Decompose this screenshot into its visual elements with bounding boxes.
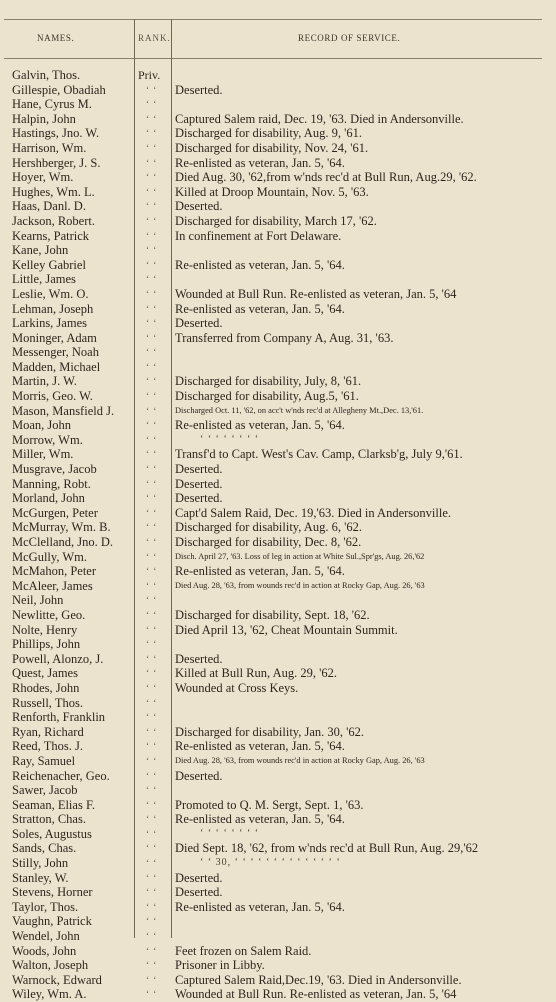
table-row (0, 666, 556, 681)
soldier-name: Wiley, Wm. A. (12, 987, 87, 1002)
soldier-name: Galvin, Thos. (12, 68, 81, 82)
soldier-name: Hoyer, Wm. (12, 170, 74, 185)
soldier-name: Nolte, Henry (12, 622, 78, 637)
service-record: Re-enlisted as veteran, Jan. 5, '64. (175, 418, 345, 433)
table-row (0, 199, 556, 214)
service-record: Died Sept. 18, '62, from w'nds rec'd at Bull Run, Aug. 29,'62 (175, 841, 479, 856)
soldier-rank: ‘ ‘ (146, 974, 158, 985)
soldier-name: Warnock, Edward (12, 972, 102, 987)
table-row (0, 258, 556, 273)
service-record: Discharged for disability, Dec. 8, '62. (175, 535, 362, 549)
soldier-name: McGully, Wm. (12, 549, 87, 564)
table-row (0, 535, 556, 550)
table-row (0, 112, 556, 127)
soldier-name: Sands, Chas. (12, 841, 77, 856)
service-record: ‘ ‘ ‘ ‘ ‘ ‘ ‘ ‘ (200, 433, 260, 445)
soldier-rank: ‘ ‘ (146, 215, 158, 226)
header-bottom-rule (4, 58, 542, 59)
table-row (0, 68, 556, 83)
soldier-rank: ‘ ‘ (146, 843, 158, 854)
service-record: Re-enlisted as veteran, Jan. 5, '64. (175, 812, 345, 827)
soldier-rank: ‘ ‘ (146, 142, 158, 153)
soldier-rank: ‘ ‘ (146, 814, 158, 825)
soldier-name: Woods, John (12, 943, 77, 958)
service-record: Prisoner in Libby. (175, 958, 265, 973)
soldier-rank: ‘ ‘ (146, 595, 158, 606)
service-record: Transferred from Company A, Aug. 31, '63. (175, 330, 394, 345)
soldier-rank: ‘ ‘ (146, 405, 158, 416)
soldier-rank: ‘ ‘ (146, 858, 158, 869)
soldier-rank: ‘ ‘ (146, 741, 158, 752)
table-row (0, 783, 556, 798)
soldier-rank: ‘ ‘ (146, 318, 158, 329)
soldier-name: Renforth, Franklin (12, 710, 106, 725)
soldier-name: Hughes, Wm. L. (12, 184, 95, 199)
service-record: Died Aug. 30, '62,from w'nds rec'd at Bull Run, Aug.29, '62. (175, 170, 477, 185)
table-row (0, 302, 556, 317)
table-row (0, 404, 556, 419)
soldier-rank: ‘ ‘ (146, 376, 158, 387)
soldier-name: Moan, John (12, 418, 72, 433)
soldier-name: Ray, Samuel (12, 753, 76, 768)
soldier-rank: ‘ ‘ (146, 493, 158, 504)
table-row (0, 156, 556, 171)
service-record: Feet frozen on Salem Raid. (175, 943, 312, 958)
soldier-rank: ‘ ‘ (146, 960, 158, 971)
soldier-rank: ‘ ‘ (146, 99, 158, 110)
table-row (0, 739, 556, 754)
table-row (0, 929, 556, 944)
soldier-rank: ‘ ‘ (146, 464, 158, 475)
soldier-name: Hane, Cyrus M. (12, 97, 92, 112)
table-row (0, 725, 556, 740)
soldier-name: Kearns, Patrick (12, 228, 90, 243)
soldier-name: Leslie, Wm. O. (12, 286, 89, 301)
soldier-name: Sawer, Jacob (12, 783, 78, 798)
soldier-name: Madden, Michael (12, 359, 101, 374)
table-row (0, 885, 556, 900)
soldier-rank: ‘ ‘ (146, 478, 158, 489)
service-record: Died April 13, '62, Cheat Mountain Summit. (175, 622, 398, 637)
table-row (0, 462, 556, 477)
soldier-name: Stevens, Horner (12, 885, 93, 900)
table-row (0, 987, 556, 1002)
table-row (0, 229, 556, 244)
table-row (0, 564, 556, 579)
soldier-rank: ‘ ‘ (146, 288, 158, 299)
soldier-name: Morrow, Wm. (12, 432, 83, 447)
soldier-name: Wendel, John (12, 929, 80, 944)
soldier-rank: Priv. (138, 68, 161, 82)
soldier-name: Newlitte, Geo. (12, 607, 86, 622)
service-record: Discharged for disability, Aug. 6, '62. (175, 520, 362, 535)
table-row (0, 374, 556, 389)
service-record: Disch. April 27, '63. Loss of leg in action at White Sul.,Spr'gs, Aug. 26,'62 (175, 551, 425, 561)
table-row (0, 447, 556, 462)
table-row (0, 550, 556, 565)
soldier-rank: ‘ ‘ (146, 624, 158, 635)
service-record: Capt'd Salem Raid, Dec. 19,'63. Died in Andersonville. (175, 505, 451, 520)
table-row (0, 856, 556, 871)
soldier-rank: ‘ ‘ (146, 945, 158, 956)
service-record: Discharged for disability, Nov. 24, '61. (175, 140, 369, 155)
soldier-name: Martin, J. W. (12, 374, 77, 389)
soldier-rank: ‘ ‘ (146, 347, 158, 358)
table-row (0, 769, 556, 784)
soldier-rank: ‘ ‘ (146, 639, 158, 650)
soldier-rank: ‘ ‘ (146, 172, 158, 183)
service-record: Wounded at Bull Run. Re-enlisted as veteran, Jan. 5, '64 (175, 987, 457, 1002)
table-row (0, 141, 556, 156)
soldier-rank: ‘ ‘ (146, 726, 158, 737)
service-record: Died Aug. 28, '63, from wounds rec'd in action at Rocky Gap, Aug. 26, '63 (175, 580, 425, 590)
table-row (0, 185, 556, 200)
service-record: Captured Salem raid, Dec. 19, '63. Died in Andersonville. (175, 111, 464, 126)
soldier-rank: ‘ ‘ (146, 566, 158, 577)
soldier-name: Stratton, Chas. (12, 812, 86, 827)
soldier-rank: ‘ ‘ (146, 799, 158, 810)
service-record: Killed at Bull Run, Aug. 29, '62. (175, 666, 337, 681)
table-row (0, 754, 556, 769)
soldier-rank: ‘ ‘ (146, 580, 158, 591)
soldier-name: Ryan, Richard (12, 724, 84, 739)
service-record: Deserted. (175, 768, 223, 783)
table-row (0, 97, 556, 112)
table-row (0, 243, 556, 258)
soldier-name: Little, James (12, 272, 76, 287)
soldier-name: Vaughn, Patrick (12, 914, 92, 929)
table-row (0, 520, 556, 535)
table-row (0, 389, 556, 404)
table-row (0, 331, 556, 346)
soldier-name: McMahon, Peter (12, 564, 97, 579)
table-row (0, 287, 556, 302)
service-record: Deserted. (175, 491, 223, 506)
soldier-name: McMurray, Wm. B. (12, 520, 111, 535)
soldier-rank: ‘ ‘ (146, 274, 158, 285)
soldier-name: Phillips, John (12, 637, 81, 652)
table-row (0, 477, 556, 492)
table-row (0, 696, 556, 711)
table-row (0, 900, 556, 915)
soldier-rank: ‘ ‘ (146, 259, 158, 270)
table-row (0, 841, 556, 856)
soldier-name: Jackson, Robert. (12, 213, 95, 228)
soldier-rank: ‘ ‘ (146, 230, 158, 241)
soldier-rank: ‘ ‘ (146, 84, 158, 95)
service-record: Discharged for disability, Sept. 18, '62. (175, 607, 370, 622)
soldier-name: Messenger, Noah (12, 345, 99, 360)
soldier-rank: ‘ ‘ (146, 113, 158, 124)
header-top-rule (4, 19, 542, 20)
soldier-rank: ‘ ‘ (146, 420, 158, 431)
service-record: In confinement at Fort Delaware. (175, 228, 342, 243)
service-record: ‘ ‘ ‘ ‘ ‘ ‘ ‘ ‘ (200, 827, 260, 839)
soldier-name: Manning, Robt. (12, 476, 91, 491)
soldier-name: Miller, Wm. (12, 447, 74, 462)
service-record: Re-enlisted as veteran, Jan. 5, '64. (175, 899, 345, 914)
soldier-rank: ‘ ‘ (146, 668, 158, 679)
soldier-name: Reed, Thos. J. (12, 739, 83, 754)
service-record: Deserted. (175, 476, 223, 491)
soldier-rank: ‘ ‘ (146, 872, 158, 883)
soldier-rank: ‘ ‘ (146, 712, 158, 723)
table-row (0, 433, 556, 448)
rank-column-header: RANK. (138, 33, 171, 43)
soldier-name: Lehman, Joseph (12, 301, 94, 316)
service-record: Deserted. (175, 82, 223, 97)
soldier-name: Haas, Danl. D. (12, 199, 86, 214)
soldier-name: Rhodes, John (12, 680, 80, 695)
service-record: Deserted. (175, 316, 223, 331)
soldier-name: Stilly, John (12, 856, 69, 871)
table-row (0, 316, 556, 331)
table-row (0, 506, 556, 521)
table-row (0, 652, 556, 667)
table-row (0, 710, 556, 725)
soldier-rank: ‘ ‘ (146, 901, 158, 912)
soldier-rank: ‘ ‘ (146, 537, 158, 547)
soldier-rank: ‘ ‘ (146, 507, 158, 518)
service-record: Captured Salem Raid,Dec.19, '63. Died in Andersonville. (175, 972, 462, 987)
soldier-name: Russell, Thos. (12, 695, 83, 710)
table-row (0, 272, 556, 287)
service-record: ‘ ‘ 30, ‘ ‘ ‘ ‘ ‘ ‘ ‘ ‘ ‘ ‘ ‘ ‘ ‘ ‘ (200, 857, 341, 869)
soldier-name: Mason, Mansfield J. (12, 403, 115, 418)
soldier-name: Neil, John (12, 593, 64, 608)
soldier-rank: ‘ ‘ (146, 303, 158, 314)
soldier-name: Kane, John (12, 243, 69, 258)
service-record: Died Aug. 28, '63, from wounds rec'd in action at Rocky Gap, Aug. 26, '63 (175, 755, 425, 765)
soldier-name: Harrison, Wm. (12, 140, 87, 155)
table-row (0, 973, 556, 988)
table-row (0, 608, 556, 623)
soldier-name: Moninger, Adam (12, 330, 97, 345)
table-row (0, 170, 556, 185)
service-record: Deserted. (175, 885, 223, 900)
soldier-rank: ‘ ‘ (146, 828, 158, 839)
table-row (0, 681, 556, 696)
service-record: Discharged for disability, March 17, '62. (175, 213, 377, 228)
soldier-name: Quest, James (12, 666, 78, 681)
soldier-rank: ‘ ‘ (146, 391, 158, 402)
soldier-name: Larkins, James (12, 316, 87, 331)
service-record: Re-enlisted as veteran, Jan. 5, '64. (175, 155, 345, 170)
table-row (0, 827, 556, 842)
service-record: Wounded at Bull Run. Re-enlisted as veteran, Jan. 5, '64 (175, 286, 457, 301)
roster-table-body (0, 68, 556, 1002)
soldier-name: Taylor, Thos. (12, 899, 79, 914)
soldier-rank: ‘ ‘ (146, 916, 158, 927)
soldier-rank: ‘ ‘ (146, 186, 158, 197)
soldier-rank: ‘ ‘ (146, 522, 158, 533)
table-row (0, 579, 556, 594)
soldier-name: Hastings, Jno. W. (12, 126, 100, 141)
table-row (0, 798, 556, 813)
record-column-header: RECORD OF SERVICE. (298, 33, 401, 43)
soldier-rank: ‘ ‘ (146, 449, 158, 460)
table-row (0, 83, 556, 98)
soldier-rank: ‘ ‘ (146, 157, 158, 168)
table-row (0, 418, 556, 433)
service-record: Wounded at Cross Keys. (175, 680, 299, 695)
soldier-name: Powell, Alonzo, J. (12, 651, 104, 666)
service-record: Promoted to Q. M. Sergt, Sept. 1, '63. (175, 797, 364, 812)
service-record: Discharged for disability, July, 8, '61. (175, 374, 362, 389)
soldier-rank: ‘ ‘ (146, 770, 158, 781)
soldier-name: Walton, Joseph (12, 958, 89, 973)
table-row (0, 958, 556, 973)
service-record: Transf'd to Capt. West's Cav. Camp, Clarksb'g, July 9,'61. (175, 447, 463, 462)
soldier-name: Seaman, Elias F. (12, 797, 96, 812)
soldier-name: Reichenacher, Geo. (12, 768, 110, 783)
service-record: Killed at Droop Mountain, Nov. 5, '63. (175, 184, 369, 199)
names-column-header: NAMES. (37, 33, 75, 43)
soldier-rank: ‘ ‘ (146, 361, 158, 372)
soldier-name: Morland, John (12, 491, 85, 506)
soldier-name: Hershberger, J. S. (12, 155, 101, 170)
soldier-name: McAleer, James (12, 578, 93, 593)
table-row (0, 126, 556, 141)
table-row (0, 360, 556, 375)
soldier-name: McClelland, Jno. D. (12, 535, 114, 549)
soldier-name: Halpin, John (12, 111, 76, 126)
service-record: Discharged for disability, Jan. 30, '62. (175, 724, 365, 739)
table-row (0, 491, 556, 506)
service-record: Re-enlisted as veteran, Jan. 5, '64. (175, 564, 345, 579)
soldier-rank: ‘ ‘ (146, 887, 158, 898)
table-row (0, 637, 556, 652)
soldier-rank: ‘ ‘ (146, 609, 158, 620)
table-row (0, 944, 556, 959)
soldier-name: Gillespie, Obadiah (12, 82, 106, 97)
service-record: Re-enlisted as veteran, Jan. 5, '64. (175, 739, 345, 754)
table-row (0, 812, 556, 827)
soldier-rank: ‘ ‘ (146, 682, 158, 693)
table-row (0, 914, 556, 929)
soldier-rank: ‘ ‘ (146, 551, 158, 562)
soldier-rank: ‘ ‘ (146, 332, 158, 343)
service-record: Discharged for disability, Aug.5, '61. (175, 389, 359, 404)
soldier-rank: ‘ ‘ (146, 128, 158, 139)
soldier-name: Soles, Augustus (12, 826, 92, 841)
table-row (0, 593, 556, 608)
soldier-rank: ‘ ‘ (146, 653, 158, 664)
service-record: Deserted. (175, 199, 223, 214)
soldier-rank: ‘ ‘ (146, 697, 158, 708)
soldier-rank: ‘ ‘ (146, 434, 158, 445)
service-record: Re-enlisted as veteran, Jan. 5, '64. (175, 257, 345, 272)
soldier-rank: ‘ ‘ (146, 785, 158, 796)
service-record: Re-enlisted as veteran, Jan. 5, '64. (175, 301, 345, 316)
table-row (0, 345, 556, 360)
service-record: Discharged Oct. 11, '62, on acc't w'nds rec'd at Allegheny Mt.,Dec. 13,'61. (175, 405, 424, 415)
service-record: Deserted. (175, 651, 223, 666)
table-row (0, 871, 556, 886)
soldier-rank: ‘ ‘ (146, 245, 158, 256)
table-row (0, 623, 556, 638)
soldier-name: Stanley, W. (12, 870, 69, 885)
soldier-rank: ‘ ‘ (146, 201, 158, 212)
service-record: Discharged for disability, Aug. 9, '61. (175, 126, 362, 141)
soldier-rank: ‘ ‘ (146, 755, 158, 766)
soldier-name: Morris, Geo. W. (12, 389, 93, 404)
soldier-name: Musgrave, Jacob (12, 462, 97, 477)
table-row (0, 214, 556, 229)
service-record: Deserted. (175, 462, 223, 477)
service-record: Deserted. (175, 870, 223, 885)
soldier-rank: ‘ ‘ (146, 931, 158, 942)
soldier-name: McGurgen, Peter (12, 505, 98, 520)
soldier-rank: ‘ ‘ (146, 989, 158, 1000)
soldier-name: Kelley Gabriel (12, 257, 86, 272)
